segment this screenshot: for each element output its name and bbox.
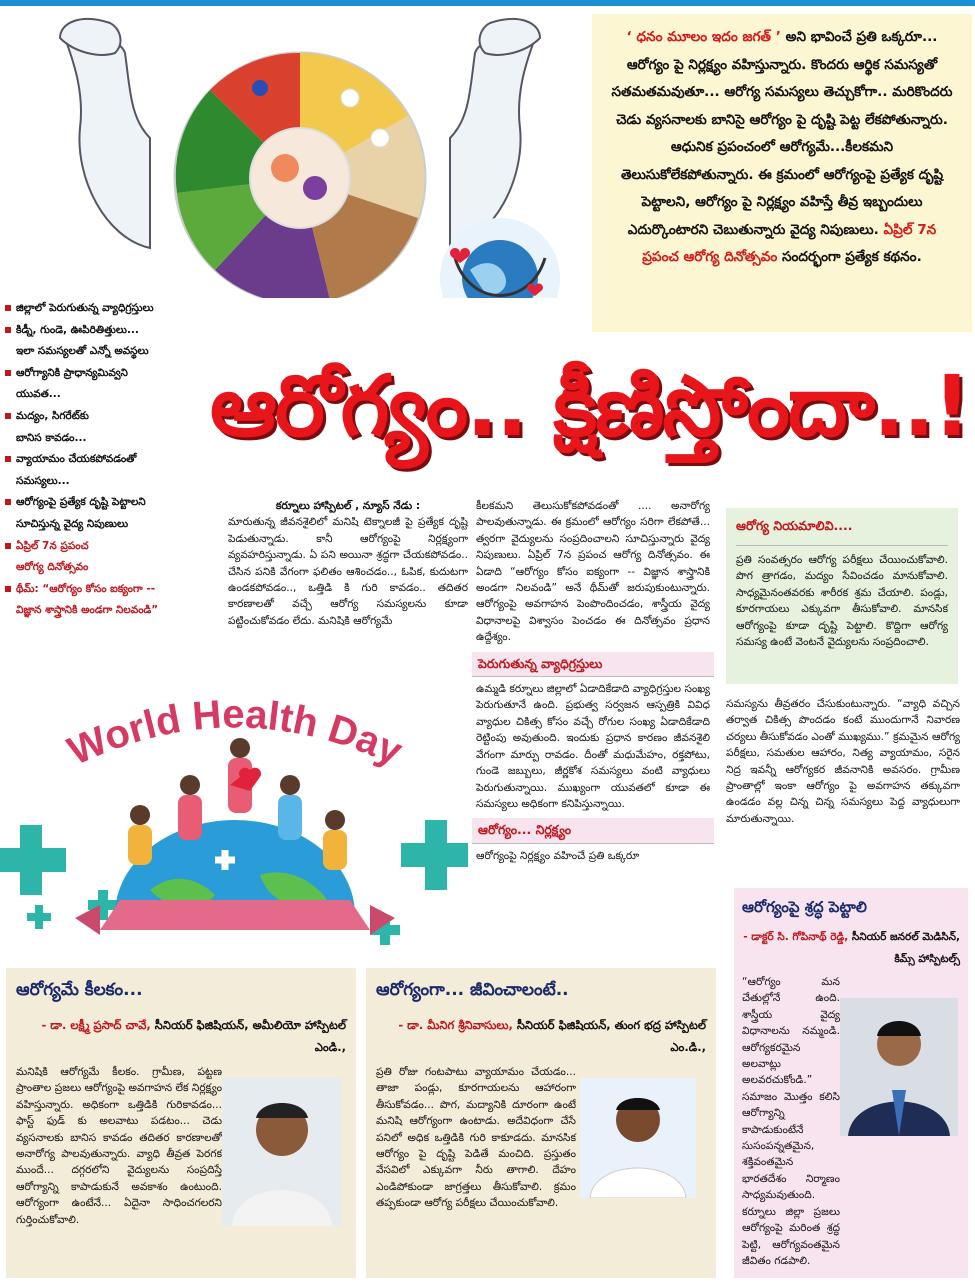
doctor-1-prefix: - డా. లక్ష్మీ ప్రసాద్ చావే, [41, 1018, 155, 1032]
highlight-item: వ్యాయామం చేయకపోవడంతో [4, 449, 214, 471]
top-color-bar [0, 0, 975, 6]
doctor-box-2-title: ఆరోగ్యంగా... జీవించాలంటే.. [376, 980, 569, 1000]
doctor-2-role: సీనియర్ ఫిజిషియన్, తుంగ భద్ర హాస్పిటల్ ఎం.డి., [516, 1018, 706, 1054]
health-rules-box [726, 508, 958, 684]
doctor-3-name [742, 926, 960, 970]
doctor-2-name [376, 1014, 706, 1058]
intro-quote: ‘ ధనం మూలం ఇదం జగత్ ’ [626, 29, 781, 45]
doctor-box-3-title: ఆరోగ్యంపై శ్రద్ధ పెట్టాలి [742, 898, 867, 916]
highlight-item: ఆరోగ్యానికి ప్రాధాన్యమివ్వని [4, 363, 214, 385]
doctor-box-1-body: మనిషికి ఆరోగ్యమే కీలకం. గ్రామీణ, పట్టణ ప్రాంతాల ప్రజలు ఆరోగ్యంపై అవగాహన లేక నిర్లక్ష్యం వహిస్తున్నారు. అధికంగా ఒత్తిడికి గురికావడం... ఫాస్ట్ ఫుడ్ కు అలవాటు పడటం... చెడు వ్యసనాలకు బానిస కావడం తదితర కారణాలతో అనారోగ్య పాలవుతున్నారు. వ్యాధి తీవ్రత పెరగక ముందే... దగ్గరలోని వైద్యులను సంప్రదిస్తే ఆరోగ్యాన్ని కాపాడుకునే అవకాశం ఉంటుంది. ఆరోగ్యంగా ఉంటేనే... ఏదైనా సాధించగలరని గుర్తించుకోవాలి. [16, 1066, 222, 1226]
doctor-box-2-body: ప్రతి రోజు గంటపాటు వ్యాయామం చేయడం... తాజా పండ్లు, కూరగాయలను ఆహారంగా తీసుకోవడం... పొగ, మద్యానికి దూరంగా ఉంటే మనిషి ఆరోగ్యంగా ఉంటాడు. అదేవిధంగా చేసే పనిలో అధిక ఒత్తిడికి గురి కాకూడదు. మానసిక ఆరోగ్యం పై దృష్టి పెడితే మంచిది. ప్రస్తుతం వేసవిలో ఎక్కువగా నీరు తాగాలి. దేహం ఎండిపోకుండా జాగ్రత్తలు తీసుకోవాలి. క్రమం తప్పకుండా ఆరోగ్య పరీక్షలు చేయించుకోవాలి. [376, 1066, 576, 1210]
doctor-box-2 [366, 968, 716, 1278]
doctor-1-photo [222, 1078, 342, 1226]
intro-text-a: అని భావించే ప్రతి ఒక్కరూ... ఆరోగ్యం పై నిర్లక్ష్యం వహిస్తున్నారు. కొందరు ఆర్థిక సమస్యతో సతమతమవుతూ... ఆరోగ్య సమస్యలు తెచ్చుకోగా.. మరికొందరు చెడు వ్యసనాలకు బానిసై ఆరోగ్యం పై దృష్టి పెట్ట లేకపోతున్నారు. ఆధునిక ప్రపంచంలో ఆరోగ్యమే...కీలకమని తెలుసుకోలేకపోతున్నారు. ఈ క్రమంలో ఆరోగ్యంపై ప్రత్యేక దృష్టి పెట్టాలని, ఆరోగ్యం పై నిర్లక్ష్యం వహిస్తే తీవ్ర ఇబ్బందులు ఎదుర్కొంటారని చెబుతున్నారు వైద్య నిపుణులు. [611, 29, 953, 238]
world-health-day-title: World Health Day [61, 692, 409, 775]
doctor-3-photo [840, 998, 958, 1136]
doctor-1-name [16, 1014, 346, 1058]
highlight-item: జిల్లాలో పెరుగుతున్న వ్యాధిగ్రస్తులు [4, 298, 214, 320]
highlight-item: సమస్యలు... [16, 474, 70, 487]
column-1-body: మారుతున్న జీవనశైలిలో మనిషి టెక్నాలజీ పై ప్రత్యేక దృష్టి పెడుతున్నాడు. కానీ ఆరోగ్యంపై నిర్లక్ష్యంగా వ్యవహరిస్తున్నాడు. ఏ పని అయినా శ్రద్ధగా చేయకపోవడం.. చేసిన పనికి వేగంగా ఫలితం ఆశించడం.., ఓపిక, కుదుటగా ఉండకపోవడం.., ఒత్తిడి కి గురి కావడం.. తదితర కారణాలతో వచ్చే ఆరోగ్య సమస్యలను కూడా పట్టించుకోవడం లేదు. మనిషికి ఆరోగ్యమే [228, 516, 468, 627]
doctor-2-prefix: - డా. మీనిగ శ్రీనివాసులు, [398, 1018, 517, 1032]
column-2-body: కీలకమని తెలుసుకోకపోవడంతో .... అనారోగ్య పాలవుతున్నాడు. ఈ క్రమంలో ఆరోగ్యం సరిగా లేకపోతే... త్వరగా వైద్యులను సంప్రదించాలని సూచిస్తున్నారు వైద్య నిపుణులు. ఏప్రిల్ 7న ప్రపంచ ఆరోగ్య దినోత్సవం. ఈ ఏడాది “ఆరోగ్యం కోసం ఐక్యంగా -- విజ్ఞాన శాస్త్రానికి అండగా నిలవండి” అనే థీమ్‌తో జరుపుకుంటున్నారు. ఆరోగ్యంపై అవగాహన పెంపొందించడం, శాస్త్రీయ వైద్య విధానాలపై విశ్వాసం పెంచడం ఈ దినోత్సవం ప్రధాన ఉద్దేశ్యం. [476, 500, 710, 644]
hero-illustration [0, 8, 600, 298]
subhead-rising-patients: పెరుగుతున్న వ్యాధిగ్రస్తులు [472, 652, 714, 677]
health-rules-title: ఆరోగ్య నియమాలివి.... [736, 516, 948, 546]
intro-red-tail: ఏప్రిల్ 7న ప్రపంచ ఆరోగ్య దినోత్సవం [642, 221, 937, 265]
doctor-3-role: సీనియర్ జనరల్ మెడిసిన్, కిమ్స్ హాస్పిటల్స్ [851, 931, 960, 965]
doctor-1-role: సీనియర్ ఫిజిషియన్, అమీలియో హాస్పిటల్ ఎండి., [154, 1018, 346, 1054]
highlight-item: ఇలా సమస్యలతో ఎన్నో అవస్థలు [16, 345, 149, 358]
doctor-2-photo [580, 1078, 696, 1198]
column-3: సమస్యను తీవ్రతరం చేసుకుంటున్నారు. “వ్యాధి వచ్చిన తర్వాత చికిత్స పొందడం కంటే ముందుగానే నివారణ చర్యలు తీసుకోవడం ఎంతో ముఖ్యము.” క్రమమైన ఆరోగ్య పరీక్షలు, సమతుల ఆహారం, నిత్య వ్యాయామం, సరైన నిద్ర ఇవన్నీ ఆరోగ్యకర జీవనానికి అవసరం. గ్రామీణ ప్రాంతాల్లో ఇంకా ఆరోగ్యం పై అవగాహన తక్కువగా ఉండడం వల్ల చిన్న చిన్న సమస్యలు పెద్ద వ్యాధులుగా మారుతున్నాయి. [726, 698, 960, 825]
highlight-item: ఏప్రిల్ 7న ప్రపంచ [4, 536, 214, 558]
highlight-item: యువత... [16, 388, 61, 401]
column-1 [228, 498, 468, 629]
column-2-body-3: ఆరోగ్యంపై నిర్లక్ష్యం వహించే ప్రతి ఒక్కరూ [476, 849, 640, 862]
subhead-negligence: ఆరోగ్యం... నిర్లక్ష్యం [472, 818, 714, 843]
highlight-item: బానిస కావడం... [16, 431, 87, 444]
highlight-item: థీమ్: “ఆరోగ్యం కోసం ఐక్యంగా -- [4, 579, 214, 601]
world-health-day-illustration [0, 690, 468, 955]
doctor-box-1 [6, 968, 356, 1278]
highlight-item: విజ్ఞాన శాస్త్రానికి అండగా నిలవండి” [16, 604, 159, 617]
doctor-box-3-body: “ఆరోగ్యం మన చేతుల్లోనే ఉంది. శాస్త్రీయ వైద్య విధానాలను నమ్మండి. ఆరోగ్యకరమైన అలవాట్లు అలవరచుకోండి.” సమాజం మొత్తం కలిసి ఆరోగ్యాన్ని కాపాడుకుంటేనే సుసంపన్నతమైన, శక్తివంతమైన భారతదేశం నిర్మాణం సాధ్యమవుతుంది. కర్నూలు జిల్లా ప్రజలు ఆరోగ్యంపై మరింత శ్రద్ధ పెట్టి, ఆరోగ్యవంతమైన జీవితం గడపాలి. [742, 976, 840, 1267]
page-headline: ఆరోగ్యం.. క్షీణిస్తోందా..! [210, 357, 970, 455]
intro-text-b: సందర్భంగా ప్రత్యేక కథనం. [777, 249, 922, 265]
dateline: కర్నూలు హాస్పిటల్ , న్యూస్ నేడు : [275, 500, 421, 512]
column-2 [476, 498, 710, 864]
doctor-box-3 [734, 888, 968, 1278]
highlight-item: సూచిస్తున్న వైద్య నిపుణులు [16, 517, 129, 530]
column-2-body-2: ఉమ్మడి కర్నూలు జిల్లాలో ఏడాదికేడాది వ్యాధిగ్రస్తుల సంఖ్య పెరుగుతూనే ఉంది. ప్రభుత్వ సర్వజన ఆస్పత్రికి వివిధ వ్యాధుల చికిత్స కోసం వచ్చే రోగుల సంఖ్య ఏడాదికేడాది రెట్టింపు అవుతుంది. ఇందుకు ప్రధాన కారణం జీవనశైలి వేగంగా మార్పు రావడం. దీంతో మధుమేహం, రక్తపోటు, గుండె జబ్బులు, జీర్ణకోశ సమస్యలు వంటి వ్యాధులు పెరుగుతున్నాయి. ముఖ్యంగా యువతలో కూడా ఈ సమస్యలు అధికంగా కనిపిస్తున్నాయి. [476, 683, 710, 810]
highlight-item: ఆరోగ్యంపై ప్రత్యేక దృష్టి పెట్టాలని [4, 492, 214, 514]
highlight-item: మద్యం, సిగరేట్‌కు [4, 406, 214, 428]
highlights-list [4, 298, 214, 622]
doctor-3-prefix: - డాక్టర్ సి. గోపినాథ్ రెడ్డి, [743, 931, 852, 943]
health-rules-body: ప్రతి సంవత్సరం ఆరోగ్య పరీక్షలు చేయించుకోవాలి. పొగ త్రాగడం, మద్యం సేవించడం మానుకోవాలి. సాధ్యమైనంతవరకు శారీరక శ్రమ చేయాలి. పండ్లు, కూరగాయలు ఎక్కువగా తీసుకోవాలి. మానసిక ఆరోగ్యంపై కూడా దృష్టి పెట్టాలి. కొద్దిగా ఆరోగ్య సమస్య ఉంటే వెంటనే వైద్యులను సంప్రదించాలి. [736, 554, 948, 649]
intro-paragraph [592, 14, 972, 332]
highlight-item: ఆరోగ్య దినోత్సవం [16, 561, 89, 574]
highlight-item: కిడ్నీ, గుండె, ఊపిరితిత్తులు... [4, 320, 214, 342]
doctor-box-1-title: ఆరోగ్యమే కీలకం... [16, 980, 143, 1000]
